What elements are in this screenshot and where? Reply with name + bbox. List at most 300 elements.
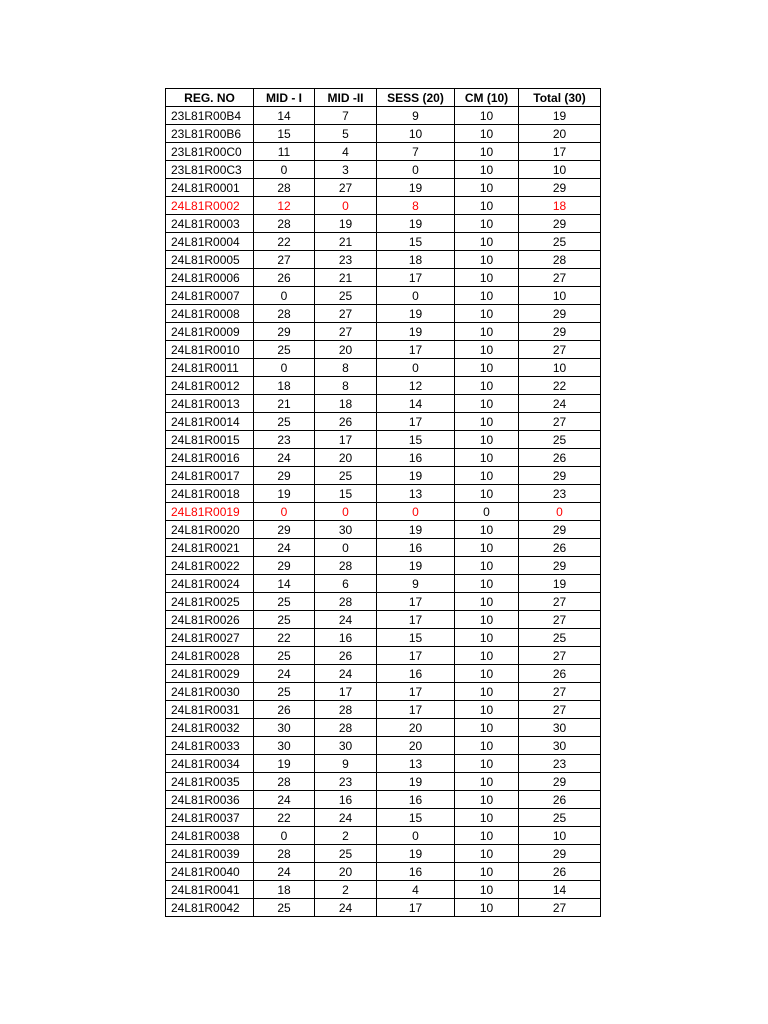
cell-sess: 20 bbox=[377, 737, 455, 755]
header-cm: CM (10) bbox=[455, 89, 519, 107]
cell-sess: 16 bbox=[377, 791, 455, 809]
cell-total: 28 bbox=[519, 251, 601, 269]
cell-sess: 0 bbox=[377, 287, 455, 305]
cell-total: 29 bbox=[519, 557, 601, 575]
cell-sess: 16 bbox=[377, 863, 455, 881]
cell-sess: 19 bbox=[377, 305, 455, 323]
cell-mid-2: 2 bbox=[315, 827, 377, 845]
cell-mid-1: 29 bbox=[254, 467, 315, 485]
cell-sess: 13 bbox=[377, 485, 455, 503]
cell-mid-1: 27 bbox=[254, 251, 315, 269]
table-row bbox=[166, 539, 601, 557]
cell-mid-1: 28 bbox=[254, 215, 315, 233]
table-row bbox=[166, 395, 601, 413]
table-row bbox=[166, 269, 601, 287]
table-row bbox=[166, 323, 601, 341]
cell-sess: 17 bbox=[377, 413, 455, 431]
cell-mid-1: 24 bbox=[254, 791, 315, 809]
cell-reg-no: 23L81R00C0 bbox=[166, 143, 254, 161]
cell-cm: 10 bbox=[455, 305, 519, 323]
cell-mid-1: 26 bbox=[254, 269, 315, 287]
cell-reg-no: 24L81R0037 bbox=[166, 809, 254, 827]
table-row bbox=[166, 251, 601, 269]
cell-mid-2: 25 bbox=[315, 467, 377, 485]
cell-mid-2: 7 bbox=[315, 107, 377, 125]
cell-sess: 7 bbox=[377, 143, 455, 161]
cell-cm: 10 bbox=[455, 755, 519, 773]
cell-mid-1: 0 bbox=[254, 161, 315, 179]
cell-cm: 10 bbox=[455, 467, 519, 485]
table-row bbox=[166, 593, 601, 611]
cell-mid-2: 0 bbox=[315, 197, 377, 215]
table-row bbox=[166, 377, 601, 395]
table-header bbox=[166, 89, 601, 107]
cell-mid-2: 27 bbox=[315, 305, 377, 323]
cell-cm: 10 bbox=[455, 665, 519, 683]
table-row bbox=[166, 665, 601, 683]
cell-cm: 10 bbox=[455, 161, 519, 179]
cell-mid-2: 28 bbox=[315, 557, 377, 575]
cell-mid-1: 0 bbox=[254, 503, 315, 521]
cell-sess: 19 bbox=[377, 557, 455, 575]
cell-mid-1: 25 bbox=[254, 647, 315, 665]
cell-total: 10 bbox=[519, 359, 601, 377]
table-row bbox=[166, 773, 601, 791]
table-row bbox=[166, 899, 601, 917]
cell-total: 26 bbox=[519, 539, 601, 557]
cell-total: 10 bbox=[519, 287, 601, 305]
cell-reg-no: 24L81R0029 bbox=[166, 665, 254, 683]
cell-total: 23 bbox=[519, 485, 601, 503]
cell-mid-2: 19 bbox=[315, 215, 377, 233]
cell-mid-1: 25 bbox=[254, 683, 315, 701]
cell-reg-no: 24L81R0003 bbox=[166, 215, 254, 233]
cell-cm: 10 bbox=[455, 863, 519, 881]
marks-table bbox=[165, 88, 601, 917]
cell-mid-2: 23 bbox=[315, 773, 377, 791]
cell-total: 27 bbox=[519, 341, 601, 359]
header-sess: SESS (20) bbox=[377, 89, 455, 107]
cell-cm: 10 bbox=[455, 359, 519, 377]
cell-total: 26 bbox=[519, 665, 601, 683]
cell-mid-1: 19 bbox=[254, 755, 315, 773]
cell-mid-2: 27 bbox=[315, 323, 377, 341]
cell-mid-2: 28 bbox=[315, 593, 377, 611]
cell-reg-no: 24L81R0015 bbox=[166, 431, 254, 449]
cell-mid-2: 30 bbox=[315, 737, 377, 755]
table-row bbox=[166, 449, 601, 467]
cell-reg-no: 24L81R0019 bbox=[166, 503, 254, 521]
cell-mid-1: 26 bbox=[254, 701, 315, 719]
cell-total: 22 bbox=[519, 377, 601, 395]
cell-mid-2: 8 bbox=[315, 377, 377, 395]
cell-sess: 17 bbox=[377, 593, 455, 611]
cell-reg-no: 24L81R0016 bbox=[166, 449, 254, 467]
cell-mid-2: 20 bbox=[315, 341, 377, 359]
cell-reg-no: 24L81R0018 bbox=[166, 485, 254, 503]
cell-reg-no: 24L81R0032 bbox=[166, 719, 254, 737]
cell-cm: 10 bbox=[455, 395, 519, 413]
cell-mid-2: 16 bbox=[315, 629, 377, 647]
cell-cm: 10 bbox=[455, 773, 519, 791]
cell-total: 25 bbox=[519, 629, 601, 647]
cell-reg-no: 24L81R0024 bbox=[166, 575, 254, 593]
cell-reg-no: 24L81R0020 bbox=[166, 521, 254, 539]
cell-reg-no: 24L81R0038 bbox=[166, 827, 254, 845]
cell-mid-2: 20 bbox=[315, 449, 377, 467]
cell-mid-2: 9 bbox=[315, 755, 377, 773]
cell-mid-1: 24 bbox=[254, 539, 315, 557]
table-row bbox=[166, 341, 601, 359]
table-row bbox=[166, 287, 601, 305]
cell-total: 24 bbox=[519, 395, 601, 413]
cell-sess: 17 bbox=[377, 701, 455, 719]
cell-mid-1: 21 bbox=[254, 395, 315, 413]
table-row bbox=[166, 701, 601, 719]
table-row bbox=[166, 863, 601, 881]
cell-mid-1: 28 bbox=[254, 305, 315, 323]
cell-total: 27 bbox=[519, 647, 601, 665]
cell-cm: 10 bbox=[455, 215, 519, 233]
cell-reg-no: 24L81R0013 bbox=[166, 395, 254, 413]
cell-total: 29 bbox=[519, 773, 601, 791]
table-row bbox=[166, 737, 601, 755]
cell-mid-2: 21 bbox=[315, 233, 377, 251]
cell-mid-2: 28 bbox=[315, 701, 377, 719]
table-row bbox=[166, 197, 601, 215]
cell-mid-1: 25 bbox=[254, 413, 315, 431]
cell-cm: 10 bbox=[455, 539, 519, 557]
table-row bbox=[166, 215, 601, 233]
cell-mid-1: 0 bbox=[254, 287, 315, 305]
cell-total: 10 bbox=[519, 161, 601, 179]
cell-cm: 10 bbox=[455, 737, 519, 755]
cell-reg-no: 24L81R0034 bbox=[166, 755, 254, 773]
cell-mid-2: 25 bbox=[315, 287, 377, 305]
cell-reg-no: 24L81R0002 bbox=[166, 197, 254, 215]
cell-total: 23 bbox=[519, 755, 601, 773]
cell-mid-1: 0 bbox=[254, 359, 315, 377]
table-row bbox=[166, 791, 601, 809]
cell-cm: 10 bbox=[455, 197, 519, 215]
cell-total: 25 bbox=[519, 809, 601, 827]
cell-mid-1: 30 bbox=[254, 719, 315, 737]
cell-total: 20 bbox=[519, 125, 601, 143]
cell-mid-1: 25 bbox=[254, 611, 315, 629]
cell-mid-1: 28 bbox=[254, 845, 315, 863]
cell-cm: 10 bbox=[455, 179, 519, 197]
cell-reg-no: 24L81R0022 bbox=[166, 557, 254, 575]
cell-cm: 10 bbox=[455, 431, 519, 449]
cell-mid-2: 24 bbox=[315, 899, 377, 917]
table-row bbox=[166, 179, 601, 197]
cell-total: 30 bbox=[519, 719, 601, 737]
cell-cm: 10 bbox=[455, 593, 519, 611]
cell-mid-1: 29 bbox=[254, 521, 315, 539]
cell-sess: 19 bbox=[377, 845, 455, 863]
cell-reg-no: 24L81R0025 bbox=[166, 593, 254, 611]
cell-sess: 17 bbox=[377, 269, 455, 287]
cell-reg-no: 24L81R0026 bbox=[166, 611, 254, 629]
cell-sess: 19 bbox=[377, 179, 455, 197]
cell-sess: 15 bbox=[377, 233, 455, 251]
table-row bbox=[166, 827, 601, 845]
cell-mid-1: 25 bbox=[254, 899, 315, 917]
cell-total: 27 bbox=[519, 593, 601, 611]
cell-sess: 0 bbox=[377, 827, 455, 845]
cell-reg-no: 24L81R0041 bbox=[166, 881, 254, 899]
cell-reg-no: 24L81R0008 bbox=[166, 305, 254, 323]
cell-total: 27 bbox=[519, 413, 601, 431]
cell-total: 29 bbox=[519, 323, 601, 341]
cell-mid-2: 24 bbox=[315, 665, 377, 683]
marks-sheet bbox=[165, 88, 601, 917]
cell-sess: 17 bbox=[377, 341, 455, 359]
cell-cm: 10 bbox=[455, 899, 519, 917]
cell-mid-1: 28 bbox=[254, 773, 315, 791]
table-row bbox=[166, 521, 601, 539]
table-row bbox=[166, 881, 601, 899]
cell-total: 29 bbox=[519, 521, 601, 539]
cell-sess: 13 bbox=[377, 755, 455, 773]
cell-reg-no: 24L81R0042 bbox=[166, 899, 254, 917]
cell-cm: 0 bbox=[455, 503, 519, 521]
table-row bbox=[166, 503, 601, 521]
table-row bbox=[166, 359, 601, 377]
cell-reg-no: 24L81R0012 bbox=[166, 377, 254, 395]
cell-sess: 14 bbox=[377, 395, 455, 413]
cell-total: 29 bbox=[519, 845, 601, 863]
cell-cm: 10 bbox=[455, 269, 519, 287]
cell-total: 25 bbox=[519, 431, 601, 449]
cell-cm: 10 bbox=[455, 107, 519, 125]
cell-total: 26 bbox=[519, 449, 601, 467]
table-row bbox=[166, 647, 601, 665]
cell-reg-no: 24L81R0007 bbox=[166, 287, 254, 305]
cell-reg-no: 23L81R00B4 bbox=[166, 107, 254, 125]
cell-total: 27 bbox=[519, 683, 601, 701]
cell-reg-no: 24L81R0011 bbox=[166, 359, 254, 377]
table-row bbox=[166, 719, 601, 737]
table-row bbox=[166, 125, 601, 143]
cell-mid-1: 29 bbox=[254, 557, 315, 575]
cell-reg-no: 24L81R0021 bbox=[166, 539, 254, 557]
cell-cm: 10 bbox=[455, 791, 519, 809]
cell-cm: 10 bbox=[455, 611, 519, 629]
cell-total: 18 bbox=[519, 197, 601, 215]
table-row bbox=[166, 845, 601, 863]
cell-reg-no: 24L81R0001 bbox=[166, 179, 254, 197]
cell-reg-no: 23L81R00C3 bbox=[166, 161, 254, 179]
cell-sess: 16 bbox=[377, 665, 455, 683]
cell-total: 29 bbox=[519, 179, 601, 197]
cell-sess: 0 bbox=[377, 503, 455, 521]
cell-mid-2: 20 bbox=[315, 863, 377, 881]
cell-sess: 9 bbox=[377, 575, 455, 593]
cell-cm: 10 bbox=[455, 575, 519, 593]
table-row bbox=[166, 305, 601, 323]
cell-total: 27 bbox=[519, 701, 601, 719]
cell-total: 26 bbox=[519, 863, 601, 881]
cell-sess: 0 bbox=[377, 161, 455, 179]
cell-sess: 15 bbox=[377, 629, 455, 647]
cell-cm: 10 bbox=[455, 845, 519, 863]
cell-cm: 10 bbox=[455, 881, 519, 899]
cell-mid-1: 25 bbox=[254, 593, 315, 611]
cell-mid-2: 8 bbox=[315, 359, 377, 377]
cell-total: 27 bbox=[519, 269, 601, 287]
cell-reg-no: 24L81R0005 bbox=[166, 251, 254, 269]
cell-total: 27 bbox=[519, 899, 601, 917]
table-row bbox=[166, 233, 601, 251]
header-mid-2: MID -II bbox=[315, 89, 377, 107]
cell-sess: 12 bbox=[377, 377, 455, 395]
cell-reg-no: 24L81R0036 bbox=[166, 791, 254, 809]
cell-reg-no: 24L81R0031 bbox=[166, 701, 254, 719]
cell-mid-2: 28 bbox=[315, 719, 377, 737]
table-row bbox=[166, 413, 601, 431]
table-row bbox=[166, 575, 601, 593]
cell-sess: 17 bbox=[377, 899, 455, 917]
cell-mid-1: 14 bbox=[254, 107, 315, 125]
cell-mid-1: 28 bbox=[254, 179, 315, 197]
cell-mid-2: 0 bbox=[315, 539, 377, 557]
cell-reg-no: 24L81R0014 bbox=[166, 413, 254, 431]
cell-sess: 8 bbox=[377, 197, 455, 215]
header-row bbox=[166, 89, 601, 107]
cell-mid-2: 4 bbox=[315, 143, 377, 161]
table-row bbox=[166, 629, 601, 647]
cell-mid-1: 15 bbox=[254, 125, 315, 143]
cell-sess: 17 bbox=[377, 683, 455, 701]
table-row bbox=[166, 107, 601, 125]
cell-total: 25 bbox=[519, 233, 601, 251]
cell-mid-2: 30 bbox=[315, 521, 377, 539]
cell-total: 30 bbox=[519, 737, 601, 755]
table-body bbox=[166, 107, 601, 917]
cell-mid-2: 16 bbox=[315, 791, 377, 809]
cell-reg-no: 24L81R0033 bbox=[166, 737, 254, 755]
table-row bbox=[166, 161, 601, 179]
cell-mid-2: 25 bbox=[315, 845, 377, 863]
cell-mid-2: 26 bbox=[315, 647, 377, 665]
cell-reg-no: 24L81R0030 bbox=[166, 683, 254, 701]
cell-cm: 10 bbox=[455, 683, 519, 701]
cell-cm: 10 bbox=[455, 251, 519, 269]
cell-total: 19 bbox=[519, 575, 601, 593]
cell-reg-no: 24L81R0004 bbox=[166, 233, 254, 251]
cell-sess: 10 bbox=[377, 125, 455, 143]
cell-mid-1: 18 bbox=[254, 881, 315, 899]
cell-total: 17 bbox=[519, 143, 601, 161]
cell-total: 29 bbox=[519, 467, 601, 485]
cell-mid-1: 22 bbox=[254, 809, 315, 827]
cell-sess: 19 bbox=[377, 467, 455, 485]
cell-mid-1: 30 bbox=[254, 737, 315, 755]
table-row bbox=[166, 683, 601, 701]
cell-total: 26 bbox=[519, 791, 601, 809]
cell-total: 19 bbox=[519, 107, 601, 125]
cell-cm: 10 bbox=[455, 449, 519, 467]
cell-sess: 19 bbox=[377, 773, 455, 791]
cell-cm: 10 bbox=[455, 323, 519, 341]
cell-mid-1: 29 bbox=[254, 323, 315, 341]
cell-sess: 16 bbox=[377, 539, 455, 557]
cell-total: 29 bbox=[519, 305, 601, 323]
cell-reg-no: 24L81R0035 bbox=[166, 773, 254, 791]
cell-mid-1: 24 bbox=[254, 449, 315, 467]
cell-reg-no: 24L81R0028 bbox=[166, 647, 254, 665]
cell-mid-2: 17 bbox=[315, 431, 377, 449]
cell-mid-2: 15 bbox=[315, 485, 377, 503]
cell-cm: 10 bbox=[455, 557, 519, 575]
cell-cm: 10 bbox=[455, 629, 519, 647]
cell-total: 0 bbox=[519, 503, 601, 521]
cell-reg-no: 24L81R0009 bbox=[166, 323, 254, 341]
cell-sess: 15 bbox=[377, 431, 455, 449]
cell-sess: 19 bbox=[377, 323, 455, 341]
cell-cm: 10 bbox=[455, 377, 519, 395]
cell-cm: 10 bbox=[455, 413, 519, 431]
cell-mid-1: 0 bbox=[254, 827, 315, 845]
cell-mid-2: 27 bbox=[315, 179, 377, 197]
cell-cm: 10 bbox=[455, 719, 519, 737]
table-row bbox=[166, 143, 601, 161]
cell-sess: 16 bbox=[377, 449, 455, 467]
cell-reg-no: 24L81R0006 bbox=[166, 269, 254, 287]
cell-cm: 10 bbox=[455, 125, 519, 143]
table-row bbox=[166, 431, 601, 449]
cell-total: 27 bbox=[519, 611, 601, 629]
table-row bbox=[166, 809, 601, 827]
cell-mid-1: 24 bbox=[254, 863, 315, 881]
table-row bbox=[166, 611, 601, 629]
cell-mid-2: 24 bbox=[315, 809, 377, 827]
header-mid-1: MID - I bbox=[254, 89, 315, 107]
cell-mid-2: 26 bbox=[315, 413, 377, 431]
cell-mid-1: 11 bbox=[254, 143, 315, 161]
cell-sess: 4 bbox=[377, 881, 455, 899]
cell-reg-no: 23L81R00B6 bbox=[166, 125, 254, 143]
cell-reg-no: 24L81R0039 bbox=[166, 845, 254, 863]
cell-sess: 19 bbox=[377, 521, 455, 539]
cell-mid-2: 2 bbox=[315, 881, 377, 899]
cell-total: 10 bbox=[519, 827, 601, 845]
cell-cm: 10 bbox=[455, 827, 519, 845]
header-reg-no: REG. NO bbox=[166, 89, 254, 107]
cell-mid-2: 5 bbox=[315, 125, 377, 143]
cell-mid-2: 21 bbox=[315, 269, 377, 287]
cell-mid-1: 22 bbox=[254, 233, 315, 251]
cell-cm: 10 bbox=[455, 701, 519, 719]
cell-sess: 19 bbox=[377, 215, 455, 233]
cell-cm: 10 bbox=[455, 485, 519, 503]
cell-mid-1: 22 bbox=[254, 629, 315, 647]
table-row bbox=[166, 467, 601, 485]
cell-reg-no: 24L81R0010 bbox=[166, 341, 254, 359]
cell-mid-1: 23 bbox=[254, 431, 315, 449]
cell-reg-no: 24L81R0017 bbox=[166, 467, 254, 485]
cell-sess: 20 bbox=[377, 719, 455, 737]
cell-mid-1: 25 bbox=[254, 341, 315, 359]
cell-mid-2: 17 bbox=[315, 683, 377, 701]
cell-mid-1: 14 bbox=[254, 575, 315, 593]
cell-mid-2: 18 bbox=[315, 395, 377, 413]
cell-cm: 10 bbox=[455, 341, 519, 359]
cell-reg-no: 24L81R0040 bbox=[166, 863, 254, 881]
cell-sess: 18 bbox=[377, 251, 455, 269]
cell-mid-1: 18 bbox=[254, 377, 315, 395]
